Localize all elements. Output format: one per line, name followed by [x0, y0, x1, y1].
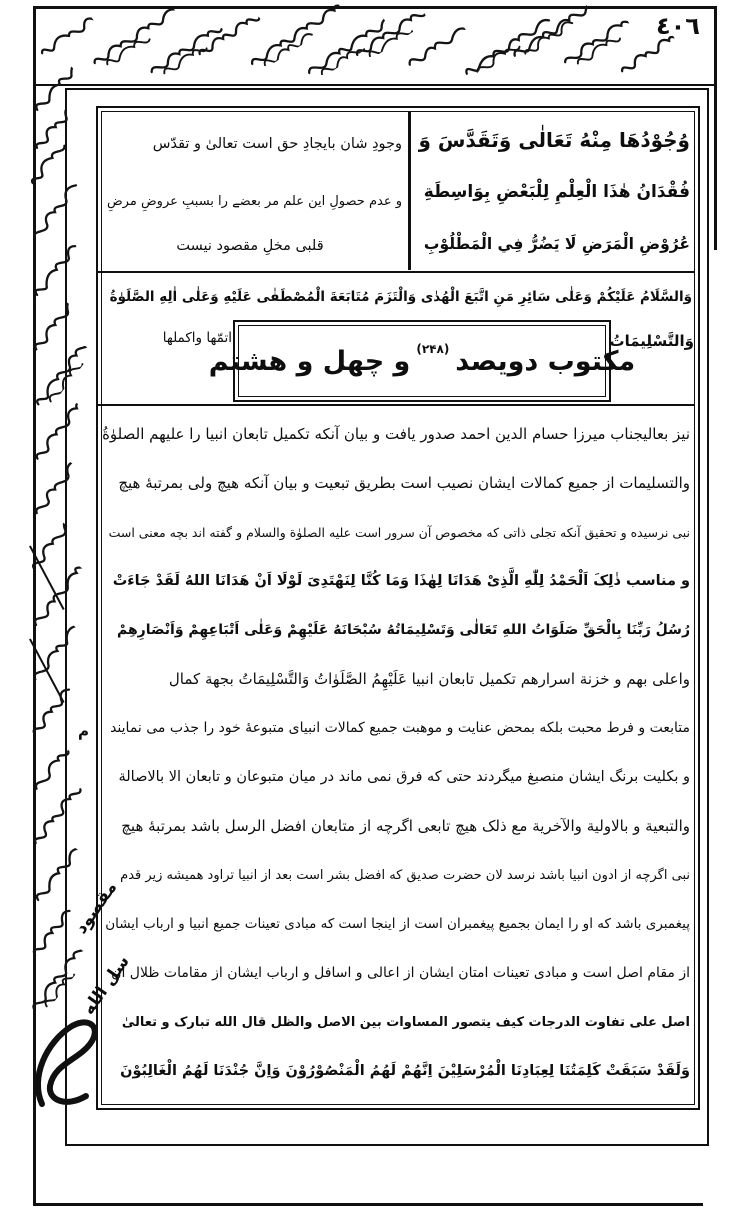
body-line-quran: وَلَقَدْ سَبَقَتْ کَلِمَتُنَا لِعِبَادِنَا الْمُرْسَلِیْنَ اِنَّهُمْ لَهُمُ الْمَنْصُوْرُوْنَ وَاِنَّ جُنْدَنَا لَهُمُ الْغَالِبُوْنَ [120, 1063, 690, 1079]
header-arabic-line: عُرُوْضِ الْمَرَضِ لَا يَضُرُّ فِي الْمَطْلُوْبِ [423, 235, 690, 253]
margin-flourish [28, 1008, 106, 1118]
body-line-quran: و مناسب ذٰلِکَ اَلْحَمْدُ لِلّٰهِ الَّذِیْ هَدَانَا لِهٰذَا وَمَا کُنَّا لِنَهْتَدِیَ لَوْلَا اَنْ هَدَانَا اللهُ لَقَدْ جَاءَتْ [112, 573, 690, 589]
body-line: متابعت و فرط محبت بلکه بمحض عنایت و موهبت جمیع کمالات انبیای متبوعهٔ خود را جذب می نمایند [110, 720, 690, 736]
outer-border-bottom [33, 1203, 703, 1206]
header-persian-line: و عدم حصولِ این علم مر بعضے را بسببِ عروضِ مرضِ [106, 194, 402, 209]
body-line: واعلی بهم و خزنة اسرارهم تکمیل تابعان انبیا عَلَیْهِمُ الصَّلَوٰاتُ وَالتَّسْلِیمَاتُ بجهة کمال [168, 670, 690, 688]
header-arabic-line: فُقْدَانُ هٰذَا الْعِلْمِ لِلْبَعْضِ بِوَاسِطَةِ [423, 182, 690, 202]
page-number: ٤٠٦ [656, 12, 700, 40]
margin-word: سل الله [78, 952, 134, 1019]
body-line: و بکلیت برنگ ایشان منصبغ میگردند حتی که فرق نمی ماند در میان متبوعان و تابعان الا بالاصالة [118, 769, 690, 785]
margin-letter-mark: م [78, 722, 89, 740]
body-line-quran: رُسُلُ رَبِّنَا بِالْحَقِّ صَلَوَاتُ اللهِ تَعَالٰی وَتَسْلِیمَاتُهُ سُبْحَانَهُ عَلَیْهِمْ وَعَلٰی اَتْبَاعِهِمْ وَاَنْصَارِهِمْ [116, 622, 690, 638]
header-left-note: اتمّها واکملها [162, 330, 232, 346]
outer-border-top [33, 6, 717, 9]
outer-border-right [714, 6, 717, 250]
margin-word: مقصود [71, 878, 122, 938]
body-top-rule [98, 404, 694, 406]
body-line: از مقام اصل است و مبادی تعینات امتان ایشان از اعالی و اسافل و ارباب ایشان از مقامات ظلال آن [111, 965, 690, 981]
header-persian-line: وجودِ شان بایجادِ حق است تعالیٰ و تقدّس [152, 136, 402, 152]
letter-number: (۲۴۸) [416, 342, 450, 356]
body-line: نبی اگرچه از ادون انبیا باشد نرسد لان حضرت صدیق که افضل بشر است بعد از انبیا تراود همیشه زیر قدم [120, 868, 690, 883]
body-line: والتبعیة و بالاولیة والآخریة مع ذلک هیچ تابعی اگرچه از متابعان افضل الرسل باشد بمرتبهٔ هیچ [121, 817, 690, 835]
body-line: والتسلیمات از جمیع کمالات ایشان نصیب است بطریق تبعیت و بیان آنکه هیچ ولی بمرتبهٔ هیچ [118, 474, 690, 492]
letter-title-part2: و چهل و هشتم [208, 345, 411, 377]
header-arabic-line: وُجُوْدُهَا مِنْهُ تَعَالٰى وَتَقَدَّسَ وَ [418, 128, 690, 152]
body-line-quran: اصل علی تفاوت الدرجات کیف یتصور المساوات بین الاصل والظل قال الله تبارک و تعالیٰ [121, 1015, 690, 1030]
band-bottom-rule [33, 84, 717, 86]
header-column-divider [408, 112, 411, 270]
salam-line: وَالسَّلَامُ عَلَيْكُمْ وَعَلٰى سَائِرِ مَنِ اتَّبَعَ الْهُدٰى وَالْتَزَمَ مُتَابَعَةَ الْمُصْطَفٰى عَلَيْهِ وَعَلٰى اٰلِهِ الصَّلَوٰةُ [109, 289, 692, 305]
letter-title-part1: مکتوب دویصد [455, 345, 636, 377]
header-bottom-rule [98, 271, 694, 273]
header-persian-line: قلبی مخلِ مقصود نیست [176, 238, 324, 254]
letter-title-box [208, 320, 636, 402]
salam-tail: وَالتَّسْلِيمَاتُ [609, 332, 694, 350]
body-line: نبی نرسیده و تحقیق آنکه تجلی ذاتی که مخصوص آن سرور است علیه الصلوٰة والسلام و گفته اند بچه معنی است [108, 525, 690, 540]
body-line: پیغمبری باشد که او را ایمان بجمیع پیغمبران است از اینجا است که مبادی تعینات جمیع انبیا و ارباب ایشان [105, 916, 690, 932]
body-line: نیز بعالیجناب میرزا حسام الدین احمد صدور یافت و بیان آنکه تکمیل تابعان انبیا را علیهم الصلوٰةُ [102, 425, 690, 443]
